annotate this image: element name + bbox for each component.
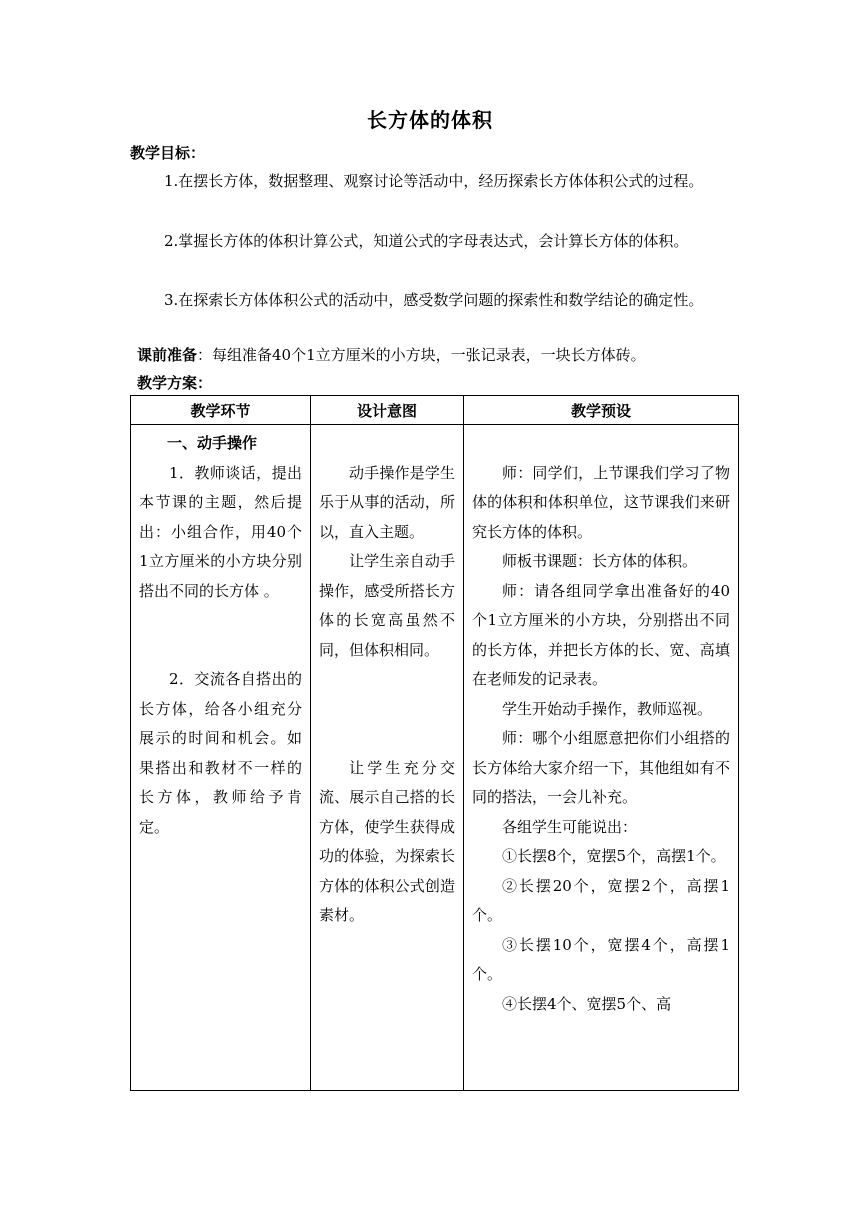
preset-paragraph: 师板书课题：长方体的体积。 <box>502 552 698 570</box>
intent-paragraph-1: 动手操作是学生乐于从事的活动，所以，直入主题。 <box>319 463 455 541</box>
intent-paragraph-2: 让学生亲自动手操作，感受所搭长方体的长宽高虽然不同，但体积相同。 <box>319 552 455 659</box>
preset-paragraph: ②长摆20个，宽摆2个，高摆1个。 <box>472 876 730 924</box>
preparation-text: ：每组准备40个1立方厘米的小方块，一张记录表，一块长方体砖。 <box>197 346 646 364</box>
table-row <box>131 425 739 1091</box>
column-header-stage: 教学环节 <box>131 396 311 425</box>
intent-paragraph-3: 让学生充分交流、展示自己搭的长方体，使学生获得成功的体验，为探索长方体的体积公式创造素材。 <box>319 758 455 924</box>
preset-paragraph: 学生开始动手操作，教师巡视。 <box>502 699 713 718</box>
objective-3: 3.在探索长方体体积公式的活动中，感受数学问题的探索性和数学结论的确定性。 <box>164 291 704 309</box>
preset-paragraph: ③长摆10个，宽摆4个，高摆1个。 <box>472 935 730 983</box>
preset-paragraph: ①长摆8个，宽摆5个，高摆1个。 <box>502 847 726 865</box>
document-title: 长方体的体积 <box>367 108 493 132</box>
preparation-label: 课前准备 <box>137 346 198 364</box>
preset-paragraph: 师：请各组同学拿出准备好的40个1立方厘米的小方块，分别搭出不同的长方体，并把长方体的长、宽、高填在老师发的记录表。 <box>472 581 730 688</box>
objective-2: 2.掌握长方体的体积计算公式，知道公式的字母表达式，会计算长方体的体积。 <box>164 232 689 250</box>
column-header-preset: 教学预设 <box>464 396 739 425</box>
section-title: 一、动手操作 <box>167 434 258 452</box>
stage-cell <box>131 425 311 1091</box>
objectives-heading: 教学目标： <box>130 144 206 162</box>
plan-heading: 教学方案： <box>137 374 213 392</box>
table-header-row <box>131 396 739 425</box>
preset-paragraph: ④长摆4个、宽摆5个、高 <box>502 994 672 1013</box>
teaching-plan-table <box>130 395 739 1091</box>
preset-paragraph: 师：哪个小组愿意把你们小组搭的长方体给大家介绍一下，其他组如有不同的搭法，一会儿补充。 <box>472 729 730 806</box>
column-header-intent: 设计意图 <box>311 396 464 425</box>
preset-paragraph: 各组学生可能说出： <box>502 817 638 836</box>
preparation-line <box>137 340 737 370</box>
preset-cell <box>464 425 739 1091</box>
preset-paragraph: 师：同学们，上节课我们学习了物体的体积和体积单位，这节课我们来研究长方体的体积。 <box>472 463 730 541</box>
stage-step-1: 1．教师谈话，提出本节课的主题，然后提出：小组合作，用40个1立方厘米的小方块分别搭出不同的长方体 。 <box>139 463 302 600</box>
stage-step-2: 2．交流各自搭出的长方体，给各小组充分展示的时间和机会。如果搭出和教材不一样的长方体，教师给予肯定。 <box>139 670 302 836</box>
objective-1: 1.在摆长方体，数据整理、观察讨论等活动中，经历探索长方体体积公式的过程。 <box>164 172 704 190</box>
intent-cell <box>311 425 464 1091</box>
